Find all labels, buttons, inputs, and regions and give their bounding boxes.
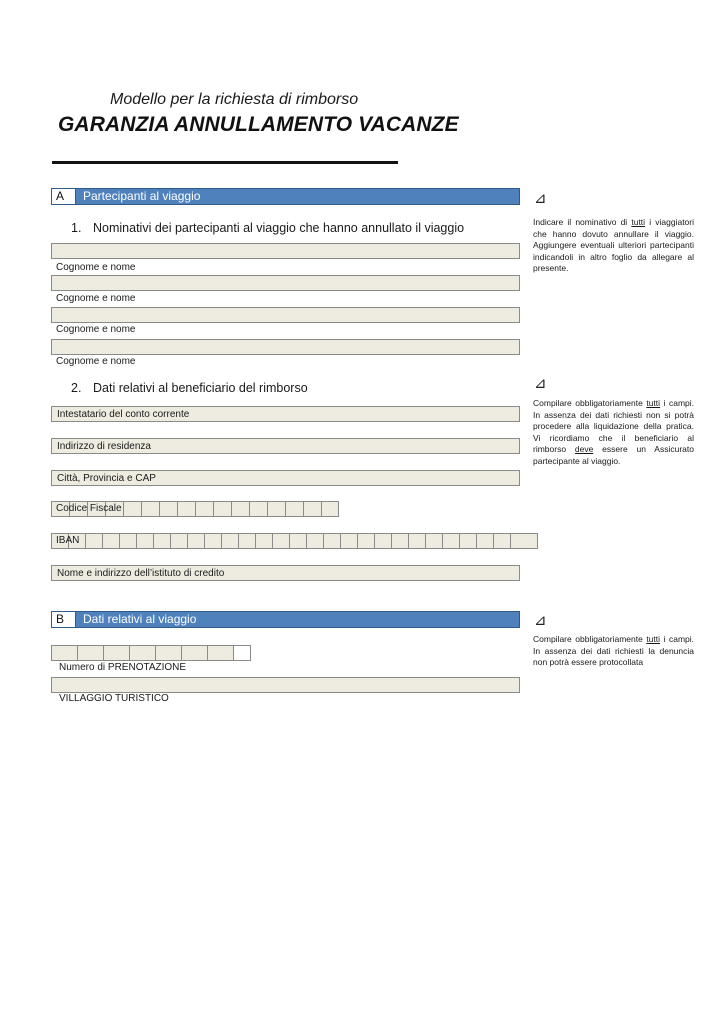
tourist-village-input[interactable] xyxy=(51,677,520,693)
participant-4-input[interactable] xyxy=(51,339,520,355)
account-holder-label: Intestatario del conto corrente xyxy=(57,409,190,420)
warning-triangle-icon: ⊿ xyxy=(534,190,547,207)
city-province-zip-input[interactable] xyxy=(51,470,520,486)
account-holder-input[interactable] xyxy=(51,406,520,422)
title-divider xyxy=(52,161,398,164)
residence-address-input[interactable] xyxy=(51,438,520,454)
warning-triangle-icon: ⊿ xyxy=(534,612,547,629)
item-1-text: Nominativi dei partecipanti al viaggio che hanno annullato il viaggio xyxy=(93,221,465,235)
participant-4-label: Cognome e nome xyxy=(56,356,136,367)
section-a-header xyxy=(51,188,520,205)
participant-2-input[interactable] xyxy=(51,275,520,291)
iban-label: IBAN xyxy=(56,535,80,546)
participant-3-input[interactable] xyxy=(51,307,520,323)
note-beneficiary: Compilare obbligatoriamente tutti i campi. In assenza dei dati richiesti non si potrà procedere alla liquidazione della pratica. Vi ricordiamo che il beneficiario al rimborso deve essere un Assicurato partecipante al viaggio. xyxy=(533,398,694,466)
booking-number-input[interactable] xyxy=(51,645,251,661)
booking-number-label: Numero di PRENOTAZIONE xyxy=(59,662,187,673)
participant-1-label: Cognome e nome xyxy=(56,262,136,273)
item-2-heading xyxy=(71,381,308,395)
form-title: GARANZIA ANNULLAMENTO VACANZE xyxy=(58,113,459,136)
iban-input[interactable] xyxy=(51,533,538,549)
item-2-text: Dati relativi al beneficiario del rimborso xyxy=(93,381,308,395)
city-province-zip-label: Città, Provincia e CAP xyxy=(57,473,156,484)
participant-2-label: Cognome e nome xyxy=(56,293,136,304)
warning-triangle-icon: ⊿ xyxy=(534,375,547,392)
section-a-title: Partecipanti al viaggio xyxy=(83,189,201,203)
note-participants: Indicare il nominativo di tutti i viaggiatori che hanno dovuto annullare il viaggio. Aggiungere eventuali ulteriori partecipanti indicandoli in altro foglio da allegare al presente. xyxy=(533,217,695,273)
section-b-title: Dati relativi al viaggio xyxy=(83,612,197,626)
section-a-letter: A xyxy=(52,189,76,204)
note-trip: Compilare obbligatoriamente tutti i campi. In assenza dei dati richiesti la denuncia non potrà essere protocollata xyxy=(533,634,694,667)
bank-input[interactable] xyxy=(51,565,520,581)
section-b-header xyxy=(51,611,520,628)
item-1-heading xyxy=(71,221,464,235)
residence-address-label: Indirizzo di residenza xyxy=(57,441,151,452)
tax-code-label: Codice Fiscale xyxy=(56,503,122,514)
participant-1-input[interactable] xyxy=(51,243,520,259)
bank-label: Nome e indirizzo dell’istituto di credito xyxy=(57,568,225,579)
tourist-village-label: VILLAGGIO TURISTICO xyxy=(59,693,169,704)
participant-3-label: Cognome e nome xyxy=(56,324,136,335)
item-1-number: 1. xyxy=(71,221,82,235)
form-subtitle: Modello per la richiesta di rimborso xyxy=(110,91,359,108)
section-b-letter: B xyxy=(52,612,76,627)
item-2-number: 2. xyxy=(71,381,82,395)
